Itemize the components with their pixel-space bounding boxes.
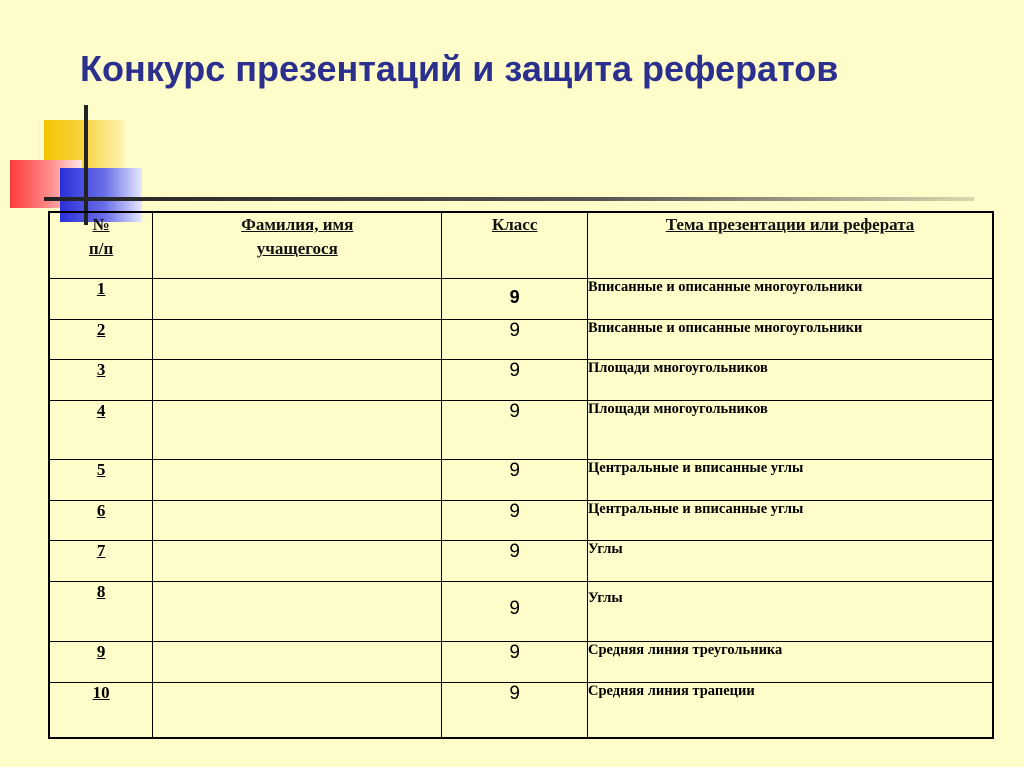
contest-table bbox=[48, 211, 994, 739]
row-num: 1 bbox=[49, 278, 153, 319]
row-name bbox=[153, 641, 442, 682]
row-name bbox=[153, 400, 442, 459]
row-num: 3 bbox=[49, 359, 153, 400]
row-class: 9 bbox=[442, 540, 588, 581]
decor-horizontal-line bbox=[44, 197, 974, 201]
table-header-row bbox=[49, 212, 993, 278]
page-title: Конкурс презентаций и защита рефератов bbox=[80, 48, 839, 89]
table-row bbox=[49, 500, 993, 540]
row-topic: Углы bbox=[587, 540, 993, 581]
header-name bbox=[153, 212, 442, 278]
row-num: 9 bbox=[49, 641, 153, 682]
table-row bbox=[49, 641, 993, 682]
row-topic: Площади многоугольников bbox=[587, 359, 993, 400]
row-class: 9 bbox=[442, 278, 588, 319]
row-class: 9 bbox=[442, 641, 588, 682]
row-num: 7 bbox=[49, 540, 153, 581]
header-class-label: Класс bbox=[491, 215, 538, 234]
decor-vertical-line bbox=[84, 105, 88, 225]
row-name bbox=[153, 682, 442, 738]
header-name-line2: учащегося bbox=[256, 239, 338, 258]
table-row bbox=[49, 682, 993, 738]
header-num-line2: п/п bbox=[88, 239, 114, 258]
row-name bbox=[153, 500, 442, 540]
header-num-line1: № bbox=[92, 215, 110, 234]
table-row bbox=[49, 359, 993, 400]
table-row bbox=[49, 400, 993, 459]
row-num: 6 bbox=[49, 500, 153, 540]
header-topic bbox=[587, 212, 993, 278]
row-class: 9 bbox=[442, 319, 588, 359]
table-row bbox=[49, 581, 993, 641]
header-class bbox=[442, 212, 588, 278]
row-name bbox=[153, 278, 442, 319]
row-num: 4 bbox=[49, 400, 153, 459]
row-class: 9 bbox=[442, 682, 588, 738]
row-topic: Центральные и вписанные углы bbox=[587, 459, 993, 500]
row-num: 10 bbox=[49, 682, 153, 738]
table-row bbox=[49, 319, 993, 359]
row-topic: Вписанные и описанные многоугольники bbox=[587, 278, 993, 319]
row-num: 5 bbox=[49, 459, 153, 500]
row-topic: Средняя линия треугольника bbox=[587, 641, 993, 682]
row-name bbox=[153, 581, 442, 641]
row-topic: Вписанные и описанные многоугольники bbox=[587, 319, 993, 359]
row-num: 8 bbox=[49, 581, 153, 641]
table-row bbox=[49, 540, 993, 581]
row-class: 9 bbox=[442, 581, 588, 641]
row-topic: Центральные и вписанные углы bbox=[587, 500, 993, 540]
row-class: 9 bbox=[442, 459, 588, 500]
row-topic: Углы bbox=[587, 581, 993, 641]
header-topic-label: Тема презентации или реферата bbox=[665, 215, 915, 234]
header-name-line1: Фамилия, имя bbox=[241, 215, 354, 234]
row-name bbox=[153, 540, 442, 581]
row-name bbox=[153, 359, 442, 400]
row-num: 2 bbox=[49, 319, 153, 359]
table-row bbox=[49, 459, 993, 500]
row-name bbox=[153, 459, 442, 500]
header-num bbox=[49, 212, 153, 278]
row-class: 9 bbox=[442, 359, 588, 400]
table-row bbox=[49, 278, 993, 319]
row-name bbox=[153, 319, 442, 359]
row-topic: Средняя линия трапеции bbox=[587, 682, 993, 738]
row-class: 9 bbox=[442, 500, 588, 540]
row-class: 9 bbox=[442, 400, 588, 459]
row-topic: Площади многоугольников bbox=[587, 400, 993, 459]
